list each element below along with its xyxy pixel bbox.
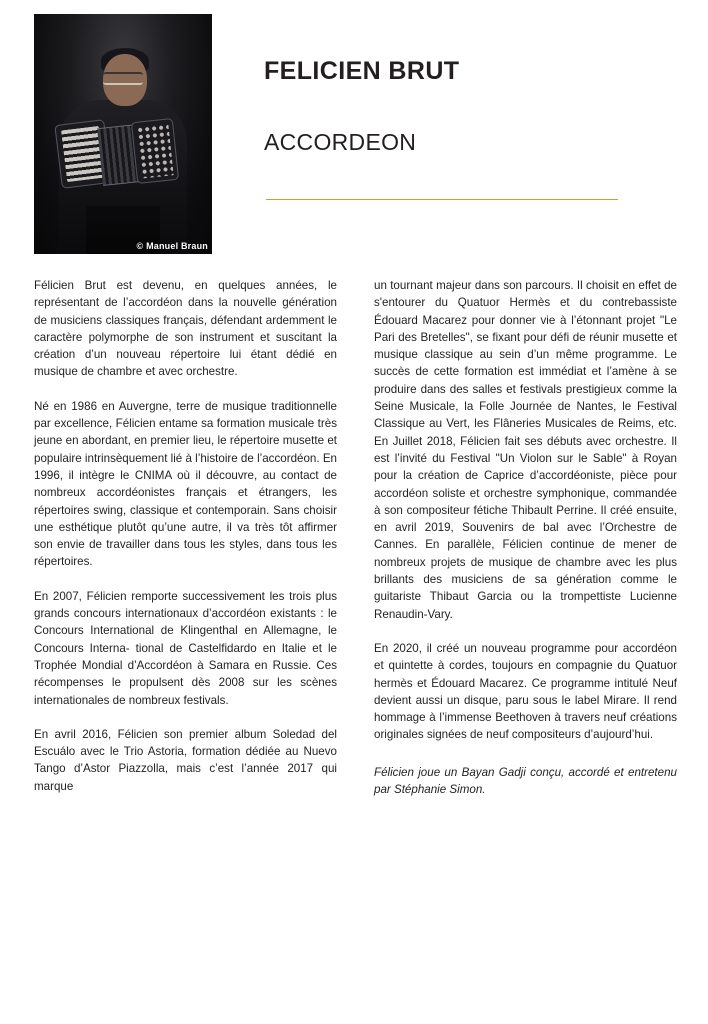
instrument-subtitle: ACCORDEON	[264, 128, 417, 155]
paragraph: En 2020, il créé un nouveau programme pour accordéon et quintette à cordes, toujours en compagnie du Quatuor hermès et Édouard Macarez. Ce programme intitulé Neuf devient aussi un disque, paru sous le label Mirare. Il rend hommage à l’immense Beethoven à travers neuf créations originales signées de neuf compositeurs d’aujourd’hui.	[374, 641, 677, 742]
paragraph: En avril 2016, Félicien son premier album Soledad del Escuálo avec le Trio Astoria, formation dédiée au Nuevo Tango d’Astor Piazzolla, mais c’est l’année 2017 qui marque	[34, 727, 337, 793]
artist-photo	[34, 14, 212, 254]
accordion-bass-side-icon	[131, 118, 179, 184]
accent-divider	[266, 199, 618, 200]
paragraph: un tournant majeur dans son parcours. Il choisit en effet de s'entourer du Quatuor Hermès et du contrebassiste Édouard Macarez pour donner vie à l’étonnant projet "Le Pari des Bretelles", se fixant pour défi de réunir musette et musique classique au sein d’un même programme. Le succès de cette formation est immédiat et l’amène à se produire dans des salles et festivals prestigieux comme la Seine Musicale, la Folle Journée de Nantes, le Festival Classique au Vert, les Flâneries Musicales de Reims, etc. En Juillet 2018, Félicien fait ses débuts avec orchestre. Il est l’invité du Festival "Un Violon sur le Sable" à Royan pour la création de Caprice d’accordéoniste, pièce pour accordéon soliste et orchestre symphonique, commandée à son compositeur fétiche Thibault Perrine. Il créé ensuite, en avril 2019, Souvenirs de bal avec l’Orchestre de Cannes. En parallèle, Félicien continue de mener de nombreux projets de musique de chambre avec les plus brillants des musiciens de sa génération comme le guitariste Thibaut Garcia ou la trompettiste Lucienne Renaudin-Vary.	[374, 279, 677, 621]
document-header	[34, 14, 674, 254]
photo-figure-glasses	[103, 72, 143, 85]
left-column	[34, 277, 337, 798]
paragraph: Né en 1986 en Auvergne, terre de musique traditionnelle par excellence, Félicien entame sa formation musicale très jeune en abordant, en premier lieu, le répertoire musette et populaire intrinsèquement lié à l’histoire de l’accordéon. En 1996, il intègre le CNIMA où il découvre, au contact de nombreux accordéonistes français et étrangers, les répertoires swing, classique et contemporain. Sans choisir une esthétique plutôt qu’une autre, il va très tôt affirmer son envie de travailler dans tous les styles, dans tous les répertoires.	[34, 399, 337, 569]
page-title: FELICIEN BRUT	[264, 57, 460, 85]
body-columns	[34, 277, 677, 798]
accordion-buttons	[136, 123, 173, 178]
paragraph: En 2007, Félicien remporte successivement les trois plus grands concours internationaux d’accordéon existants : le Concours International de Klingenthal en Allemagne, le Concours Interna- tional de Castelfidardo en Italie et le Trophée Mondial d’Accordéon à Samara en Russie. Ces récompenses le propulsent dès 2008 sur les scènes internationales de nombreux festivals.	[34, 589, 337, 707]
right-column	[374, 277, 677, 798]
instrument-footnote: Félicien joue un Bayan Gadji conçu, accordé et entretenu par Stéphanie Simon.	[374, 765, 677, 797]
paragraph: Félicien Brut est devenu, en quelques années, le représentant de l’accordéon dans la nouvelle génération de musiciens classiques français, défendant ardemment le caractère polymorphe de son instrument et suscitant la création d’un nouveau répertoire lui étant dédié en musique de chambre et avec orchestre.	[34, 279, 337, 379]
photo-credit: © Manuel Braun	[136, 241, 208, 251]
title-block	[212, 14, 674, 200]
